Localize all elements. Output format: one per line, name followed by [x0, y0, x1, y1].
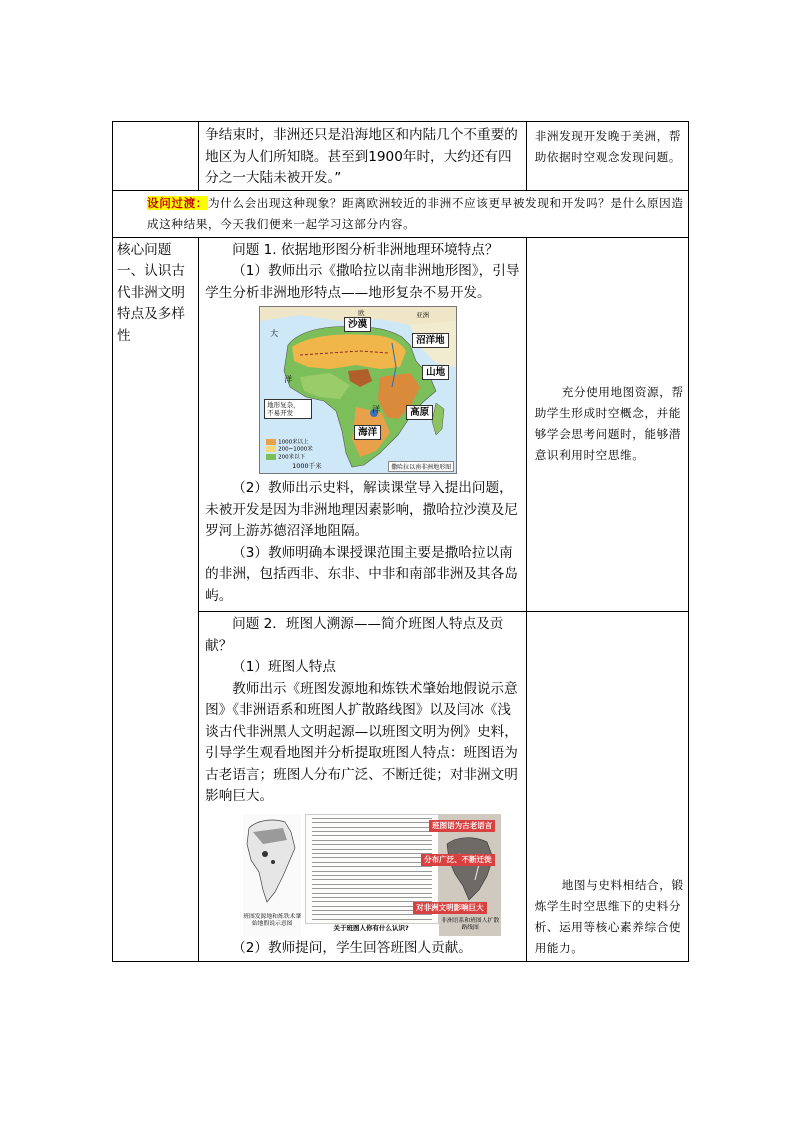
- design-note-top: 非洲发现开发晚于美洲，帮助依据时空观念发现问题。: [534, 129, 682, 164]
- q2-p2: （2）教师提问，学生回答班图人贡献。: [232, 939, 472, 956]
- cell-note2: [526, 612, 688, 962]
- quote-line-2: 地区为人们所知晓。甚至到1900年时，大约还有四: [205, 148, 512, 165]
- map-label-yang-2: 洋: [372, 405, 381, 414]
- q2-sub: （1）班图人特点: [232, 659, 336, 675]
- transition-label: 设问过渡：: [147, 195, 208, 210]
- q1-p1: （1）教师出示《撒哈拉以南非洲地形图》，引导学生分析非洲地形特点——地形复杂不易开发。: [205, 263, 520, 301]
- bantu-origin-graphic: [243, 814, 301, 914]
- row-core-q2: [113, 612, 689, 962]
- row-transition: [113, 190, 689, 237]
- legend-item-3: 200米以下: [278, 454, 306, 460]
- quote-line-1: 争结束时，非洲还只是沿海地区和内陆几个不重要的: [205, 127, 518, 143]
- quote-line-3: 分之一大陆未被开发。”: [205, 170, 342, 186]
- map-label-swamp: 沼洋地: [412, 333, 449, 348]
- cell-core-title: [113, 237, 199, 962]
- africa-terrain-map: [259, 306, 457, 474]
- legend-item-1: 1000米以上: [278, 439, 309, 445]
- transition-text: 为什么会出现这种现象？距离欧洲较近的非洲不应该更早被发现和开发吗？是什么原因造成这种结果，今天我们便来一起学习这部分内容。: [147, 195, 684, 231]
- map-label-ocean: 海洋: [354, 425, 381, 440]
- cell-note1: [526, 237, 688, 612]
- q1-title: 问题 1. 依据地形图分析非洲地理环境特点？: [232, 241, 499, 258]
- cell-design-note-top: [526, 122, 688, 191]
- bantu-figures: [243, 814, 501, 936]
- map-label-asia: 亚洲: [416, 311, 430, 319]
- design-note-1: 充分使用地图资源，帮助学生形成时空概念，并能够学会思考问题时，能够潜意识利用时空思维。: [534, 385, 684, 463]
- caption-mid: 关于班图人你有什么认识?: [333, 923, 409, 932]
- cell-quote-end: [199, 122, 527, 191]
- cell-transition: [113, 190, 689, 237]
- row-core-q1: [113, 237, 689, 612]
- q2-title: 问题 2．班图人溯源——简介班图人特点及贡献？: [205, 616, 504, 654]
- map-label-europe: 欧: [358, 309, 365, 317]
- map-label-desert: 沙漠: [344, 317, 371, 332]
- cell-q2: [199, 612, 527, 962]
- map-scale: 1000千米: [292, 462, 322, 470]
- core-title: 核心问题一、认识古代非洲文明特点及多样性: [117, 241, 185, 344]
- cell-empty-top: [113, 122, 199, 191]
- caption-spread-map: 非洲语系和班图人扩散路线图: [441, 917, 500, 931]
- q1-p2: （2）教师出示史料，解读课堂导入提出问题，未被开发是因为非洲地理因素影响，撒哈拉沙漠及尼罗河上游苏德沼泽地阻隔。: [205, 480, 518, 539]
- lesson-plan-page: [112, 121, 689, 962]
- row-continuation: [113, 122, 689, 191]
- bantu-spread-map: [439, 814, 501, 936]
- map-label-yang: 洋: [284, 375, 293, 384]
- tag-great-influence: 对非洲文明影响巨大: [413, 902, 487, 914]
- cell-q1: [199, 237, 527, 612]
- legend-item-2: 200~1000米: [278, 446, 313, 453]
- tag-ancient-language: 班图语为古老语言: [429, 820, 495, 832]
- caption-origin-map: 班图发源地和炼铁术肇始地假说示意图: [243, 913, 302, 927]
- map-label-mountain: 山地: [422, 365, 449, 380]
- q1-p3: （3）教师明确本课授课范围主要是撒哈拉以南的非洲，包括西非、东非、中非和南部非洲及其各岛屿。: [205, 544, 518, 604]
- design-note-2: 地图与史料相结合，锻炼学生时空思维下的史料分析、运用等核心素养综合使用能力。: [534, 878, 684, 955]
- q2-p1: 教师出示《班图发源地和炼铁术肇始地假说示意图》《非洲语系和班图人扩散路线图》以及闫冰《浅谈古代非洲黑人文明起源—以班图文明为例》史料，引导学生观看地图并分析提取班图人特点：班图语为古老语言；班图人分布广泛、不断迁徙；对非洲文明影响巨大。: [205, 680, 518, 804]
- tag-wide-distribution: 分布广泛、不断迁徙: [421, 854, 495, 866]
- lesson-table: [112, 121, 689, 962]
- map-label-complex: 地形复杂， 不易开发: [264, 399, 312, 419]
- map-label-da: 大: [270, 329, 279, 338]
- map-legend: [266, 439, 320, 462]
- map-title: 撒哈拉以南非洲地形图: [388, 461, 454, 472]
- map-label-plateau: 高原: [406, 405, 433, 420]
- bantu-origin-map: [243, 814, 301, 936]
